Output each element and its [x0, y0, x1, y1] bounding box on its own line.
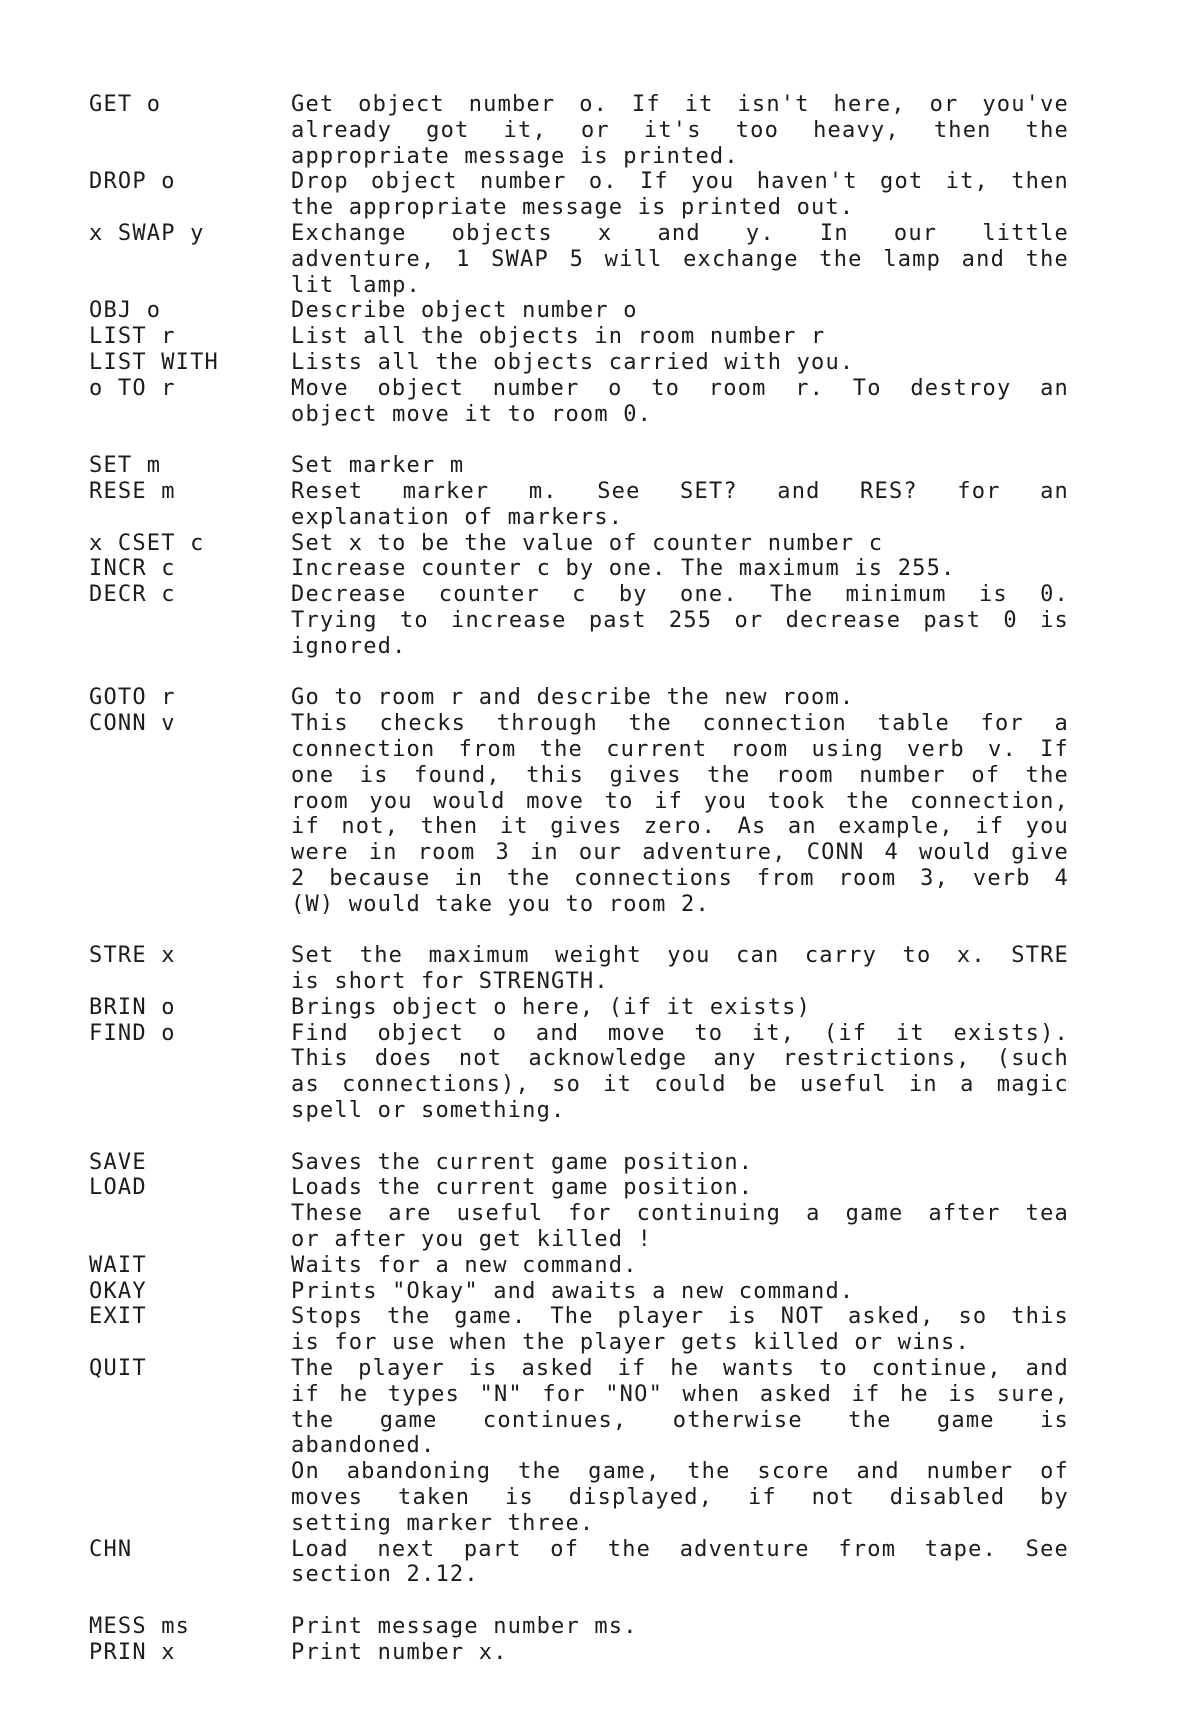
command-description [291, 221, 1069, 298]
command-entry [89, 1356, 1069, 1537]
command-name: CHN [89, 1536, 133, 1562]
command-entry [89, 221, 1069, 298]
command-description [291, 582, 1069, 659]
description-line: connection from the current room using verb v. If [291, 736, 1069, 762]
command-description [291, 995, 1069, 1021]
description-line: Lists all the objects carried with you. [291, 349, 855, 375]
description-line: if not, then it gives zero. As an example, if you [291, 814, 1069, 840]
command-name: INCR c [89, 556, 176, 582]
command-entry [89, 453, 1069, 479]
description-line: Move object number o to room r. To destroy an [291, 375, 1069, 401]
command-entry [89, 685, 1069, 711]
command-name: RESE m [89, 478, 176, 504]
description-line: spell or something. [291, 1098, 566, 1124]
description-line: setting marker three. [291, 1510, 595, 1536]
description-line: On abandoning the game, the score and number of [291, 1459, 1069, 1485]
description-line: Decrease counter c by one. The minimum is 0. [291, 582, 1069, 608]
description-line: ignored. [291, 633, 407, 659]
description-line: Reset marker m. See SET? and RES? for an [291, 478, 1069, 504]
description-line: This does not acknowledge any restrictions, (such [291, 1046, 1069, 1072]
command-entry [89, 531, 1069, 557]
command-name: DECR c [89, 582, 176, 608]
command-name: GET o [89, 92, 162, 117]
description-line: 2 because in the connections from room 3, verb 4 [291, 865, 1069, 891]
command-description [291, 1304, 1069, 1356]
description-line: Find object o and move to it, (if it exists). [291, 1020, 1069, 1046]
command-entry [89, 711, 1069, 917]
description-line: Prints "Okay" and awaits a new command. [291, 1278, 855, 1304]
description-line: Loads the current game position. [291, 1175, 754, 1201]
command-description [291, 943, 1069, 995]
command-name: FIND o [89, 1020, 176, 1046]
command-name: WAIT [89, 1252, 147, 1278]
command-entry [89, 298, 1069, 324]
description-line: one is found, this gives the room number of the [291, 762, 1069, 788]
description-line: Stops the game. The player is NOT asked, so this [291, 1304, 1069, 1330]
command-entry [89, 582, 1069, 659]
command-entry [89, 1021, 1069, 1124]
command-name: DROP o [89, 169, 176, 195]
command-entry [89, 556, 1069, 582]
description-line: (W) would take you to room 2. [291, 891, 710, 917]
description-line: Set the maximum weight you can carry to x. STRE [291, 943, 1069, 969]
command-description [291, 531, 1069, 557]
description-line: the appropriate message is printed out. [291, 195, 855, 221]
description-line: if he types "N" for "NO" when asked if he is sure, [291, 1381, 1069, 1407]
command-name: QUIT [89, 1356, 147, 1382]
command-description [291, 1614, 1069, 1640]
command-name: LIST r [89, 324, 176, 350]
command-description [291, 350, 1069, 376]
section-gap [89, 1588, 1069, 1614]
description-line: as connections), so it could be useful in a magic [291, 1072, 1069, 1098]
description-line: Print number x. [291, 1639, 508, 1665]
command-description [291, 1640, 1069, 1666]
command-description [291, 169, 1069, 221]
command-name: PRIN x [89, 1639, 176, 1665]
description-line: Brings object o here, (if it exists) [291, 994, 812, 1020]
section-gap [89, 660, 1069, 686]
command-entry [89, 1175, 1069, 1252]
command-name: SAVE [89, 1149, 147, 1175]
description-line: explanation of markers. [291, 504, 624, 530]
description-line: Exchange objects x and y. In our little [291, 220, 1069, 246]
command-description [291, 1021, 1069, 1124]
command-name: x CSET c [89, 530, 205, 556]
command-description [291, 376, 1069, 428]
description-line: adventure, 1 SWAP 5 will exchange the lamp and the [291, 246, 1069, 272]
description-line: the game continues, otherwise the game is [291, 1407, 1069, 1433]
description-line: section 2.12. [291, 1562, 479, 1588]
section-gap [89, 427, 1069, 453]
command-description [291, 1150, 1069, 1176]
description-line: were in room 3 in our adventure, CONN 4 would give [291, 840, 1069, 866]
command-name: CONN v [89, 711, 176, 737]
command-description [291, 479, 1069, 531]
section-gap [89, 1124, 1069, 1150]
command-name: EXIT [89, 1304, 147, 1330]
description-line: The player is asked if he wants to continue, and [291, 1356, 1069, 1382]
command-name: o TO r [89, 375, 176, 401]
command-entry [89, 1640, 1069, 1666]
command-description [291, 685, 1069, 711]
command-description [291, 453, 1069, 479]
command-entry [89, 479, 1069, 531]
command-entry [89, 169, 1069, 221]
description-line: object move it to room 0. [291, 401, 653, 427]
command-entry [89, 92, 1069, 169]
command-entry [89, 943, 1069, 995]
description-line: moves taken is displayed, if not disabled by [291, 1485, 1069, 1511]
description-line: Set marker m [291, 453, 465, 479]
description-line: Load next part of the adventure from tape. See [291, 1536, 1069, 1562]
command-name: MESS ms [89, 1614, 191, 1640]
command-name: GOTO r [89, 685, 176, 711]
command-name: STRE x [89, 943, 176, 969]
description-line: Trying to increase past 255 or decrease past 0 is [291, 607, 1069, 633]
command-description [291, 1279, 1069, 1305]
description-line: Print message number ms. [291, 1614, 638, 1640]
description-line: This checks through the connection table for a [291, 711, 1069, 737]
command-description [291, 1175, 1069, 1252]
description-line: Get object number o. If it isn't here, or you've [291, 92, 1069, 117]
description-line: abandoned. [291, 1433, 436, 1459]
command-description [291, 1253, 1069, 1279]
description-line: is for use when the player gets killed or wins. [291, 1330, 970, 1356]
command-name: LOAD [89, 1175, 147, 1201]
description-line: Drop object number o. If you haven't got it, then [291, 169, 1069, 195]
command-entry [89, 1537, 1069, 1589]
command-name: OBJ o [89, 298, 162, 324]
description-line: Set x to be the value of counter number c [291, 530, 884, 556]
description-line: Saves the current game position. [291, 1149, 754, 1175]
description-line: Describe object number o [291, 298, 638, 324]
command-entry [89, 1279, 1069, 1305]
command-entry [89, 350, 1069, 376]
command-entry [89, 1304, 1069, 1356]
command-description [291, 711, 1069, 917]
description-line: Increase counter c by one. The maximum is 255. [291, 556, 956, 582]
description-line: is short for STRENGTH. [291, 969, 609, 995]
command-list [89, 92, 1069, 1666]
command-description [291, 298, 1069, 324]
description-line: Waits for a new command. [291, 1252, 638, 1278]
command-description [291, 1356, 1069, 1537]
section-gap [89, 918, 1069, 944]
command-name: x SWAP y [89, 220, 205, 246]
command-description [291, 92, 1069, 169]
command-description [291, 324, 1069, 350]
description-line: lit lamp. [291, 272, 422, 298]
command-name: LIST WITH [89, 349, 220, 375]
description-line: or after you get killed ! [291, 1227, 653, 1253]
command-entry [89, 995, 1069, 1021]
command-name: OKAY [89, 1278, 147, 1304]
description-line: appropriate message is printed. [291, 143, 739, 169]
command-entry [89, 1614, 1069, 1640]
command-description [291, 1537, 1069, 1589]
description-line: These are useful for continuing a game after tea [291, 1201, 1069, 1227]
command-entry [89, 1253, 1069, 1279]
description-line: already got it, or it's too heavy, then the [291, 117, 1069, 143]
description-line: List all the objects in room number r [291, 324, 826, 350]
command-name: SET m [89, 453, 162, 479]
command-entry [89, 1150, 1069, 1176]
command-entry [89, 376, 1069, 428]
command-name: BRIN o [89, 994, 176, 1020]
description-line: room you would move to if you took the connection, [291, 788, 1069, 814]
command-entry [89, 324, 1069, 350]
command-description [291, 556, 1069, 582]
description-line: Go to room r and describe the new room. [291, 685, 855, 711]
